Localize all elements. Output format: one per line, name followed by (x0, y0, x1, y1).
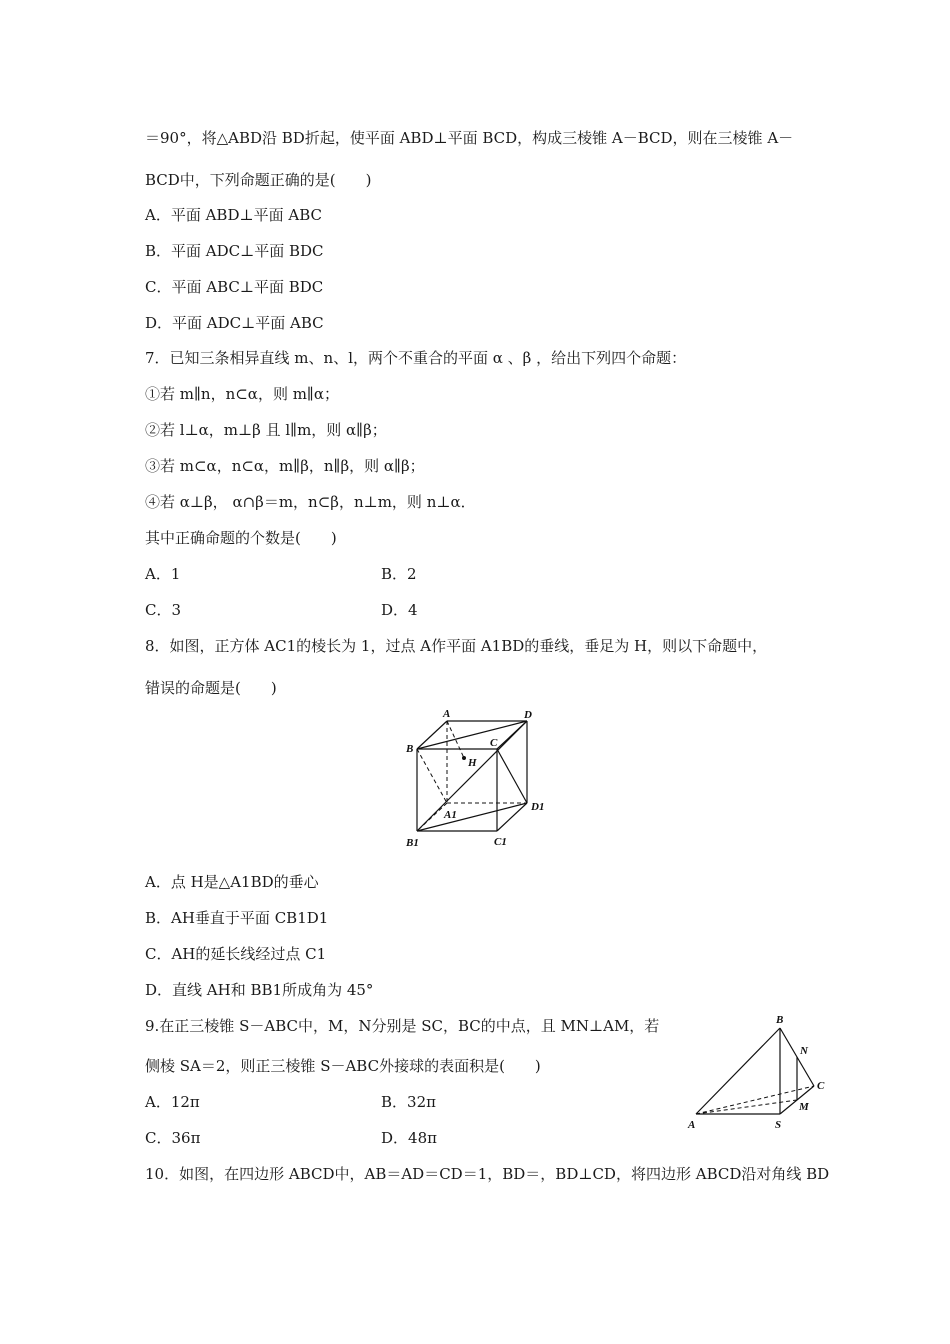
question-10: 10．如图，在四边形 ABCD中，AB＝AD＝CD＝1，BD＝，BD⊥CD，将四边形 ABCD沿对角线 BD (145, 1165, 830, 1183)
cube-label-C: C (490, 737, 498, 749)
question-9-cont: 侧棱 SA＝2，则正三棱锥 S－ABC外接球的表面积是( ) (145, 1057, 541, 1075)
question-8: 8．如图，正方体 AC1的棱长为 1，过点 A作平面 A1BD的垂线，垂足为 H，则以下命题中， (145, 637, 768, 655)
option-a: A．1 (145, 565, 181, 583)
cube-label-B: B (406, 743, 414, 755)
option-d: D．平面 ADC⊥平面 ABC (145, 314, 324, 332)
option-d: D．48π (381, 1129, 437, 1147)
option-d: D．4 (381, 601, 418, 619)
cube-label-A: A (443, 708, 451, 720)
cube-label-H: H (468, 757, 477, 769)
cube-label-C1: C1 (494, 836, 507, 848)
question-7-ask: 其中正确命题的个数是( ) (145, 529, 337, 547)
option-a: A．12π (145, 1093, 200, 1111)
question-9: 9.在正三棱锥 S－ABC中，M，N分别是 SC，BC的中点，且 MN⊥AM，若 (145, 1017, 660, 1035)
text-line: ＝90°，将△ABD沿 BD折起，使平面 ABD⊥平面 BCD，构成三棱锥 A－BCD，则在三棱锥 A－ (145, 129, 794, 147)
option-c: C．平面 ABC⊥平面 BDC (145, 278, 324, 296)
pyramid-label-S: S (775, 1119, 782, 1131)
pyramid-label-B: B (776, 1014, 784, 1026)
option-a: A．点 H是△A1BD的垂心 (145, 873, 319, 891)
proposition-2: ②若 l⊥α，m⊥β 且 l∥m，则 α∥β； (145, 421, 387, 439)
option-a: A．平面 ABD⊥平面 ABC (145, 206, 322, 224)
text-line: BCD中，下列命题正确的是( ) (145, 171, 372, 189)
option-b: B．32π (381, 1093, 436, 1111)
option-b: B．平面 ADC⊥平面 BDC (145, 242, 324, 260)
pyramid-label-M: M (799, 1101, 809, 1113)
cube-label-D: D (524, 709, 532, 721)
question-7: 7．已知三条相异直线 m、n、l，两个不重合的平面 α 、β ，给出下列四个命题： (145, 349, 687, 367)
pyramid-label-A: A (688, 1119, 696, 1131)
pyramid-label-N: N (800, 1045, 808, 1057)
question-8-cont: 错误的命题是( ) (145, 679, 277, 697)
pyramid-figure (684, 1012, 844, 1136)
proposition-4: ④若 α⊥β， α∩β＝m，n⊂β，n⊥m，则 n⊥α． (145, 493, 476, 511)
proposition-1: ①若 m∥n，n⊂α，则 m∥α； (145, 385, 339, 403)
proposition-3: ③若 m⊂α，n⊂α，m∥β，n∥β，则 α∥β； (145, 457, 425, 475)
option-c: C．AH的延长线经过点 C1 (145, 945, 327, 963)
option-b: B．2 (381, 565, 417, 583)
cube-label-B1: B1 (406, 837, 419, 849)
option-c: C．36π (145, 1129, 201, 1147)
cube-figure (400, 706, 560, 856)
cube-label-A1: A1 (444, 809, 457, 821)
cube-label-D1: D1 (531, 801, 545, 813)
option-c: C．3 (145, 601, 182, 619)
option-d: D．直线 AH和 BB1所成角为 45° (145, 981, 374, 999)
pyramid-label-C: C (817, 1080, 825, 1092)
option-b: B．AH垂直于平面 CB1D1 (145, 909, 329, 927)
